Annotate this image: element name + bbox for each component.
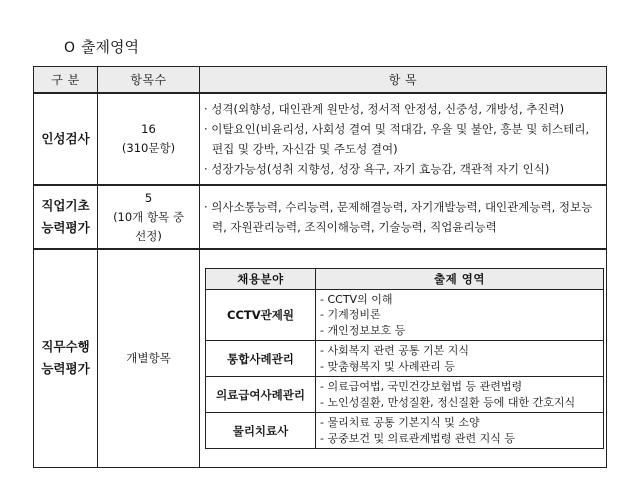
field-scope (316, 413, 604, 449)
list-item: - 공중보건 및 의료관계법령 관련 지식 등 (320, 431, 515, 445)
sub-header-row (206, 268, 604, 289)
list-item: · 이탈요인(비윤리성, 사회성 결여 및 적대감, 우울 및 불안, 흥분 및 히스테리, 편집 및 강박, 자신감 및 주도성 결여) (204, 122, 590, 156)
section-title (64, 36, 139, 57)
count-value: 5 (144, 190, 153, 205)
count-cell (98, 249, 200, 467)
list-item: · 의사소통능력, 수리능력, 문제해결능력, 자기개발능력, 대인관계능력, 정보능력, 자원관리능력, 조직이해능력, 기술능력, 직업윤리능력 (204, 200, 593, 234)
list-item: - 개인정보보호 등 (320, 323, 406, 337)
header-items: 항 목 (200, 67, 607, 94)
list-item: - 사회복지 관련 공통 기본 지식 (320, 344, 469, 357)
category-cell (34, 93, 98, 185)
field-scope (316, 377, 604, 413)
sub-row (206, 341, 604, 377)
count-value: 16 (141, 122, 156, 136)
header-row (34, 67, 607, 94)
field-name: CCTV관제원 (206, 289, 316, 341)
list-item: - 물리치료 공통 기본지식 및 소양 (320, 416, 480, 429)
items-cell (200, 185, 607, 249)
field-name: 의료급여사례관리 (206, 377, 316, 413)
header-count: 항목수 (98, 67, 200, 94)
count-cell (98, 93, 200, 185)
list-item: - 맞춤형복지 및 사례관리 등 (320, 359, 455, 373)
field-name: 통합사례관리 (206, 341, 316, 377)
field-scope (316, 341, 604, 377)
sub-row (206, 413, 604, 449)
items-cell (200, 249, 607, 467)
category-cell (34, 185, 98, 249)
list-item: - 의료급여법, 국민건강보험법 등 관련법령 (320, 380, 523, 393)
section-title-text: 출제영역 (81, 38, 139, 56)
list-item: · 성장가능성(성취 지향성, 성장 욕구, 자기 효능감, 객관적 자기 인식) (204, 162, 550, 176)
list-item: · 성격(외향성, 대인관계 원만성, 정서적 안정성, 신중성, 개방성, 추진력) (204, 102, 565, 116)
table-row (34, 249, 607, 467)
job-field-table (205, 268, 604, 450)
exam-scope-table (33, 66, 607, 468)
header-category: 구 분 (34, 67, 98, 94)
table-row (34, 185, 607, 249)
category-cell (34, 249, 98, 467)
category-label: 직업기초 (41, 198, 90, 213)
category-label: 직무수행 (41, 339, 90, 355)
count-note: (310문항) (121, 141, 176, 155)
field-name: 물리치료사 (206, 413, 316, 449)
list-item: - 기계정비론 (320, 308, 381, 321)
table-row (34, 93, 607, 185)
sub-header-field: 채용분야 (206, 268, 316, 289)
sub-row (206, 377, 604, 413)
count-cell (98, 185, 200, 249)
category-label: 인성검사 (41, 131, 90, 146)
category-label: 능력평가 (41, 361, 90, 377)
field-scope (316, 289, 604, 341)
sub-row (206, 289, 604, 341)
count-note: (10개 항목 중 (113, 209, 184, 224)
circle-bullet-icon: O (64, 40, 76, 56)
list-item: - CCTV의 이해 (320, 292, 393, 306)
category-label: 능력평가 (41, 220, 90, 235)
sub-header-scope: 출제 영역 (316, 268, 604, 289)
count-value: 개별항목 (126, 350, 171, 365)
list-item: - 노인성질환, 만성질환, 정신질환 등에 대한 간호지식 (320, 395, 576, 409)
items-cell (200, 93, 607, 185)
count-note: 선정) (135, 228, 162, 243)
